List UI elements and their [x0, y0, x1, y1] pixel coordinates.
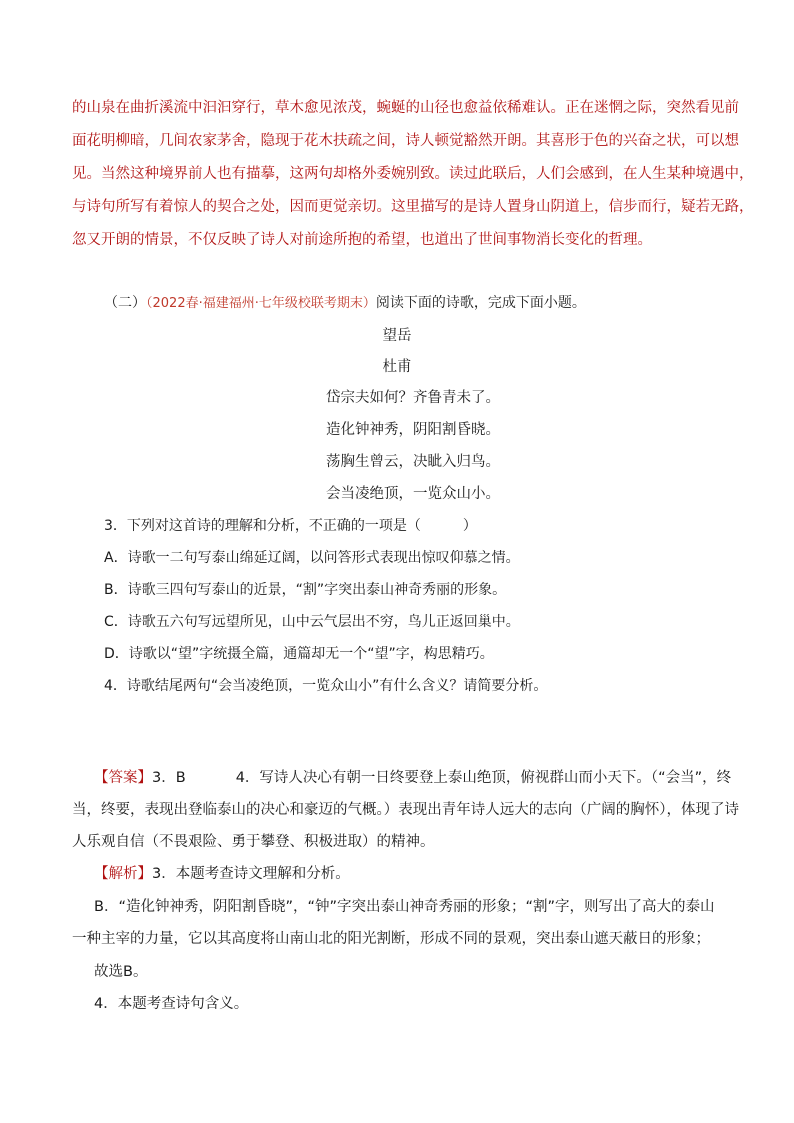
answer-q3: 3．B: [152, 770, 186, 786]
answer-tag: 【答案】: [94, 770, 152, 786]
analysis-q3-line-1: B．“造化钟神秀，阴阳割昏晓”，“钟”字突出泰山神奇秀丽的形象；“割”字，则写出了高大的泰山: [94, 899, 715, 915]
passage-line-4: 与诗句所写有着惊人的契合之处，因而更觉亲切。这里描写的是诗人置身山阴道上，信步而行，疑若无路，: [72, 199, 754, 215]
question-3: 3．下列对这首诗的理解和分析，不正确的一项是（ ）: [104, 518, 477, 534]
question-4: 4．诗歌结尾两句“会当凌绝顶，一览众山小”有什么含义？请简要分析。: [104, 678, 548, 694]
option-b: B．诗歌三四句写泰山的近景，“割”字突出泰山神奇秀丽的形象。: [104, 582, 507, 598]
poem-line-4: 会当凌绝顶，一览众山小。: [326, 486, 500, 502]
passage-line-1: 的山泉在曲折溪流中汩汩穿行，草木愈见浓茂，蜿蜒的山径也愈益依稀难认。正在迷惘之际，突然看见前: [72, 100, 739, 116]
section-prefix: （二）: [104, 295, 146, 311]
source-tag: （2022春·福建福州·七年级校联考期末）: [146, 296, 376, 311]
passage-line-5: 忽又开朗的情景，不仅反映了诗人对前途所抱的希望，也道出了世间事物消长变化的哲理。: [72, 232, 652, 248]
poem-line-2: 造化钟神秀，阴阳割昏晓。: [326, 422, 500, 438]
analysis-tag: 【解析】: [94, 866, 152, 882]
option-a: A．诗歌一二句写泰山绵延辽阔，以问答形式表现出惊叹仰慕之情。: [104, 550, 520, 566]
passage-line-3: 见。当然这种境界前人也有描摹，这两句却格外委婉别致。读过此联后，人们会感到，在人生某种境遇中，: [72, 166, 754, 182]
poem-line-1: 岱宗夫如何？齐鲁青未了。: [326, 390, 500, 406]
analysis-q3-line-2: 一种主宰的力量，它以其高度将山南山北的阳光割断，形成不同的景观，突出泰山遮天蔽日的形象；: [72, 931, 710, 947]
answer-q4-line-2: 当，终要，表现出登临泰山的决心和豪迈的气概。）表现出青年诗人远大的志向（广阔的胸怀），体现了诗: [72, 802, 739, 818]
analysis-q3-head: 3．本题考查诗文理解和分析。: [152, 866, 350, 882]
analysis-q4-head: 4．本题考查诗句含义。: [94, 996, 249, 1012]
answer-q4-line-3: 人乐观自信（不畏艰险、勇于攀登、积极进取）的精神。: [72, 834, 435, 850]
answer-q4-line-1: 4．写诗人决心有朝一日终要登上泰山绝顶，俯视群山而小天下。（“会当”，终: [235, 770, 732, 786]
analysis-q3-conclusion: 故选B。: [94, 964, 148, 980]
poem-line-3: 荡胸生曾云，决眦入归鸟。: [326, 454, 500, 470]
analysis-head: [94, 864, 350, 884]
section-header: [104, 293, 586, 314]
poem-author: 杜甫: [382, 359, 412, 375]
answer-line-1: [94, 768, 731, 788]
option-d: D．诗歌以“望”字统摄全篇，通篇却无一个“望”字，构思精巧。: [104, 646, 494, 662]
passage-line-2: 面花明柳暗，几间农家茅舍，隐现于花木扶疏之间，诗人顿觉豁然开朗。其喜形于色的兴奋之状，可以想: [72, 133, 739, 149]
option-c: C．诗歌五六句写远望所见，山中云气层出不穷，鸟儿正返回巢中。: [104, 614, 520, 630]
section-instruction: 阅读下面的诗歌，完成下面小题。: [375, 295, 586, 311]
poem-title: 望岳: [382, 328, 412, 344]
